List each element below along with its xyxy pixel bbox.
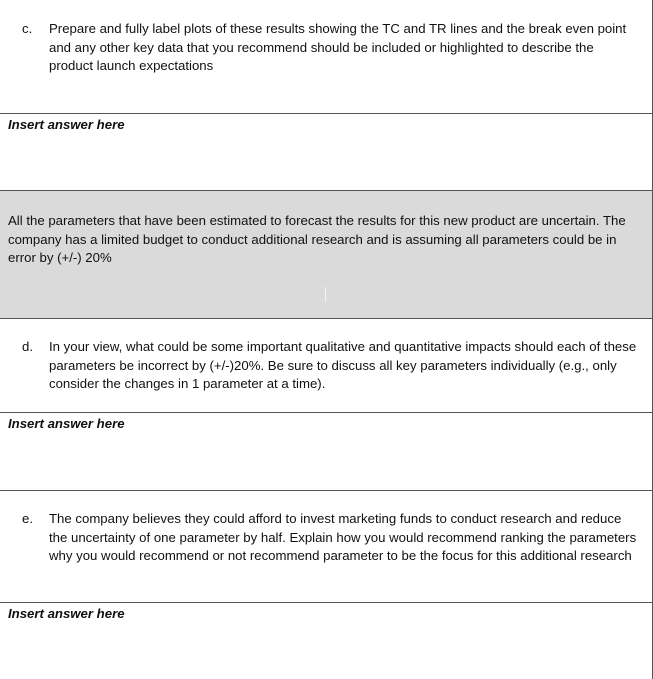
divider [0,113,652,114]
question-d-letter: d. [22,339,33,354]
answer-d-label: Insert answer here [8,416,125,431]
divider [0,490,652,491]
answer-c-label: Insert answer here [8,117,125,132]
note-box [0,190,652,319]
question-e [0,510,652,566]
answer-c-cell[interactable] [0,116,652,135]
question-c-text: Prepare and fully label plots of these results showing the TC and TR lines and the break even point and any other key data that you recommend should be included or highlighted to describe the product launch expectations [49,21,627,73]
question-e-text: The company believes they could afford to invest marketing funds to conduct research and reduce the uncertainty of one parameter by half. Explain how you would recommend ranking the parameters why you would recommend or not recommend parameter to be the focus for this additional research [49,511,637,563]
question-c-letter: c. [22,21,33,36]
divider [0,602,652,603]
answer-e-cell[interactable] [0,605,652,624]
answer-e-label: Insert answer here [8,606,125,621]
question-c [0,20,652,76]
question-d-text: In your view, what could be some important qualitative and quantitative impacts should each of these parameters be incorrect by (+/-)20%. Be sure to discuss all key parameters individually (e.g., only consider the changes in 1 parameter at a time). [49,339,637,391]
question-e-letter: e. [22,511,33,526]
text-cursor [325,287,326,302]
note-text: All the parameters that have been estimated to forecast the results for this new product are uncertain. The company has a limited budget to conduct additional research and is assuming all parameters could be in error by (+/-) 20% [8,213,626,265]
question-d [0,338,652,394]
answer-d-cell[interactable] [0,415,652,434]
divider [0,412,652,413]
